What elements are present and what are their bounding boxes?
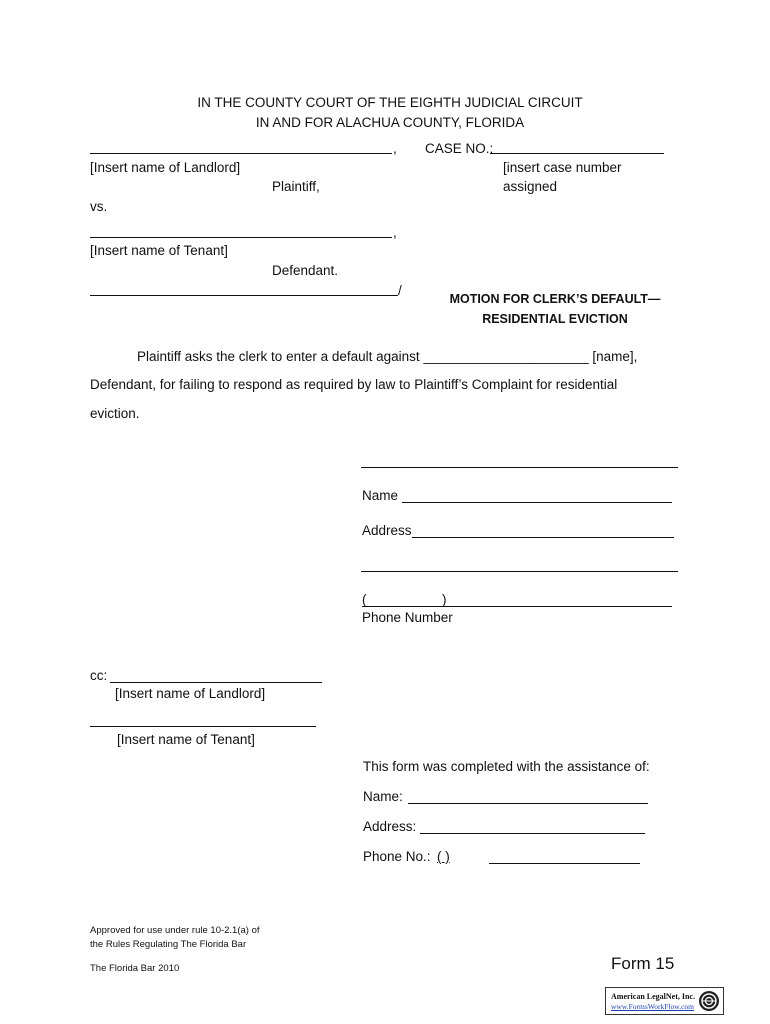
caption-closing-line <box>90 295 398 296</box>
court-header-line2: IN AND FOR ALACHUA COUNTY, FLORIDA <box>255 115 525 130</box>
signer-address-line <box>412 537 674 538</box>
defendant-label: Defendant. <box>272 263 339 278</box>
body-blank: ______________________ <box>423 349 589 364</box>
assistance-phone-line <box>489 863 640 864</box>
case-no-line <box>490 153 664 154</box>
cc-tenant-placeholder: [Insert name of Tenant] <box>117 732 255 747</box>
body-line2: Defendant, for failing to respond as required by law to Plaintiff’s Complaint for residential <box>90 377 618 392</box>
body-para-start: Plaintiff asks the clerk to enter a default against <box>137 349 420 364</box>
court-header-line1: IN THE COUNTY COURT OF THE EIGHTH JUDICIAL CIRCUIT <box>197 95 583 110</box>
motion-title-line2: RESIDENTIAL EVICTION <box>482 312 628 326</box>
landlord-comma: , <box>393 141 397 156</box>
signer-phone-line <box>362 606 672 607</box>
cc-landlord-placeholder: [Insert name of Landlord] <box>115 686 266 701</box>
cc-label: cc: <box>90 668 108 683</box>
american-legalnet-logo[interactable] <box>605 987 724 1015</box>
body-text <box>137 349 637 364</box>
cc-landlord-line <box>110 682 322 683</box>
case-number-placeholder-2: assigned <box>503 179 558 194</box>
logo-company-name: American LegalNet, Inc. <box>611 992 695 1001</box>
signer-phone-close: ) <box>442 592 447 607</box>
signer-name-label: Name <box>362 488 399 503</box>
motion-title-line1: MOTION FOR CLERK’S DEFAULT— <box>449 292 661 306</box>
body-name: [name], <box>592 349 638 364</box>
approved-line2: the Rules Regulating The Florida Bar <box>90 939 247 950</box>
globe-icon <box>698 990 720 1012</box>
approved-line1: Approved for use under rule 10-2.1(a) of <box>90 925 260 936</box>
tenant-name-line <box>90 237 392 238</box>
tenant-comma: , <box>393 225 397 240</box>
assistance-name-label: Name: <box>363 789 403 804</box>
case-number-placeholder-1: [insert case number <box>503 160 622 175</box>
landlord-name-line <box>90 153 392 154</box>
copyright-line: The Florida Bar 2010 <box>90 963 180 974</box>
signer-name-line <box>402 502 672 503</box>
case-no-label: CASE NO.: <box>425 141 494 156</box>
form-number: Form 15 <box>611 954 675 973</box>
assistance-name-line <box>408 803 648 804</box>
signature-line <box>361 467 678 468</box>
logo-url-link[interactable]: www.FormsWorkFlow.com <box>611 1002 695 1011</box>
vs-label: vs. <box>90 199 108 214</box>
assistance-address-line <box>420 833 645 834</box>
assistance-phone-label: Phone No.: <box>363 849 431 864</box>
signer-phone-open: ( <box>362 592 367 607</box>
assistance-phone-parens: ( ) <box>437 849 450 864</box>
caption-closing-slash: / <box>398 283 402 298</box>
signer-address-line2 <box>361 571 678 572</box>
tenant-placeholder: [Insert name of Tenant] <box>90 243 228 258</box>
phone-number-label: Phone Number <box>362 610 453 625</box>
landlord-placeholder: [Insert name of Landlord] <box>90 160 241 175</box>
plaintiff-label: Plaintiff, <box>272 179 320 194</box>
assistance-heading: This form was completed with the assistance of: <box>363 759 650 774</box>
signer-address-label: Address <box>362 523 412 538</box>
cc-tenant-line <box>90 726 316 727</box>
body-line3: eviction. <box>90 406 140 421</box>
assistance-address-label: Address: <box>363 819 417 834</box>
